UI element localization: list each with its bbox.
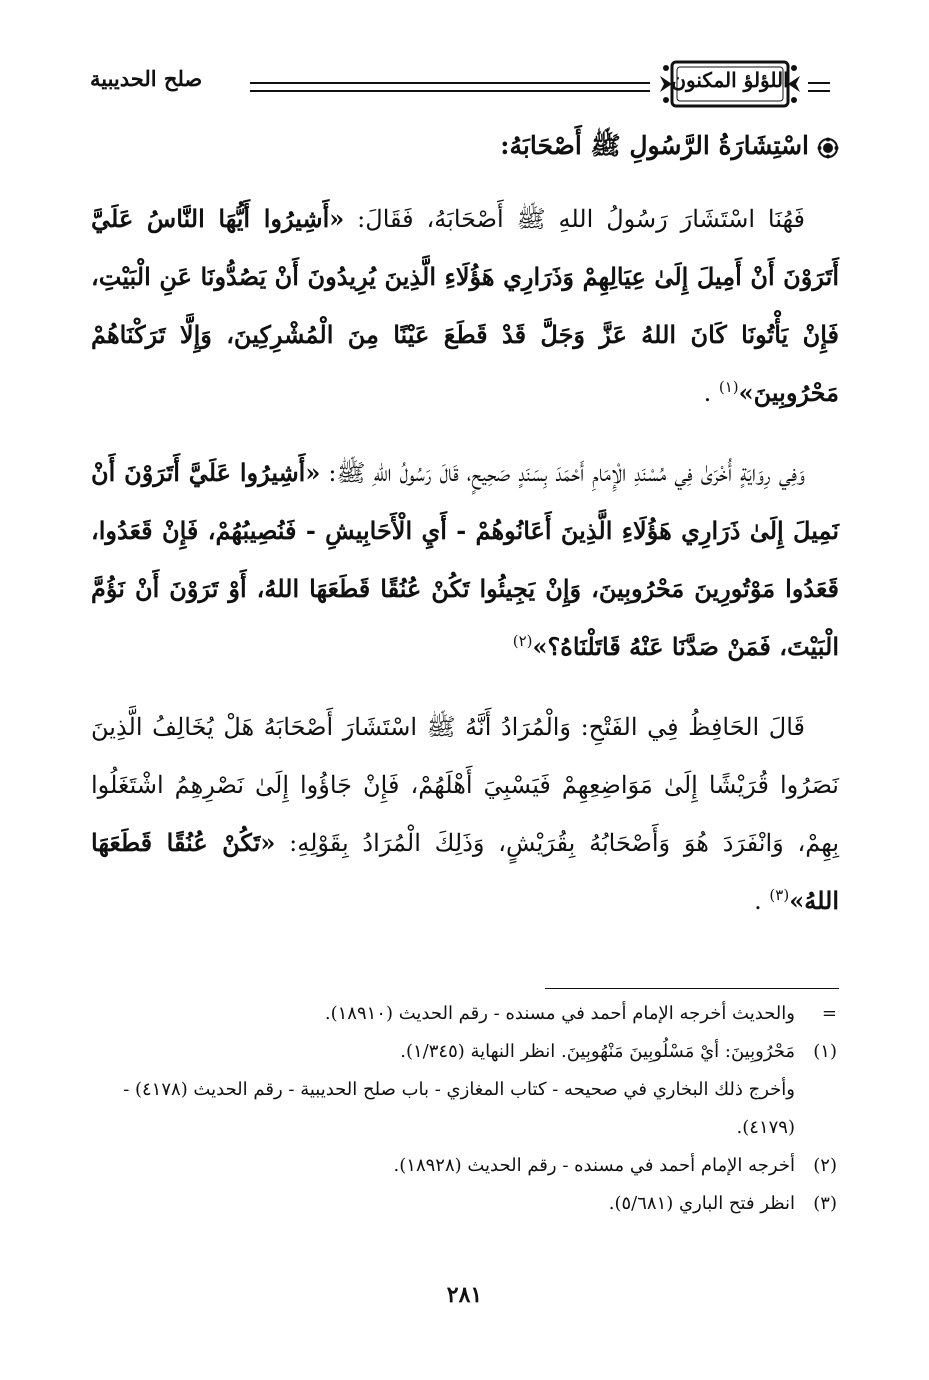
hadith-quote-1: «أَشِيرُوا أَيُّهَا النَّاسُ عَلَيَّ أَتَرَوْنَ أَنْ أَمِيلَ إِلَىٰ عِيَالِهِمْ وَذَرَارِي هَؤُلَاءِ الَّذِينَ يُرِيدُونَ أَنْ يَصُدُّونَا عَنِ الْبَيْتِ، فَإِنْ يَأْتُونَا كَانَ اللهُ عَزَّ وَجَلَّ قَدْ قَطَعَ عَيْنًا مِنَ الْمُشْرِكِينَ، وَإِلَّا تَرَكْنَاهُمْ مَحْرُوبِينَ» — [91, 204, 839, 407]
main-body-text — [91, 190, 839, 952]
footnote-ref-2: (٢) — [512, 632, 533, 650]
footnote-1-continuation: وأخرج ذلك البخاري في صحيحه - كتاب المغازي - باب صلح الحديبية - رقم الحديث (٤١٧٨) - (٤١٧٩). — [123, 1079, 795, 1138]
page-header — [90, 52, 830, 122]
paragraph-2 — [91, 444, 839, 676]
section-heading — [239, 130, 839, 167]
page-number: ٢٨١ — [446, 1282, 483, 1308]
footnote-continuation-marker: = — [821, 1003, 837, 1024]
header-rule-right — [808, 82, 830, 92]
footnote-separator — [545, 988, 839, 989]
footnote-2 — [91, 1147, 837, 1185]
footnotes-block — [91, 995, 837, 1223]
chapter-running-title: صلح الحديبية — [90, 66, 203, 91]
paragraph-1-intro: فَهُنَا اسْتَشَارَ رَسُولُ اللهِ ﷺ أَصْحَابَهُ، فَقَالَ: — [344, 205, 805, 233]
footnote-3 — [91, 1185, 837, 1223]
paragraph-3 — [91, 698, 839, 930]
paragraph-3-end: . — [754, 887, 770, 915]
paragraph-1-end: . — [703, 379, 719, 407]
footnote-ref-3: (٣) — [769, 886, 790, 904]
flower-ornament-icon — [817, 137, 839, 159]
header-rule-left — [250, 82, 650, 92]
footnote-3-text: انظر فتح الباري (٥/٦٨١). — [608, 1193, 795, 1214]
footnote-2-number: (٢) — [813, 1155, 837, 1176]
hadith-quote-3: «تَكُنْ عُنُقًا قَطَعَهَا اللهُ» — [91, 828, 839, 915]
book-title-cartouche — [658, 56, 802, 112]
footnote-continuation-text: والحديث أخرجه الإمام أحمد في مسنده - رقم الحديث (١٨٩١٠). — [324, 1003, 795, 1024]
footnote-ref-1: (١) — [718, 378, 739, 396]
footnote-2-text: أخرجه الإمام أحمد في مسنده - رقم الحديث (١٨٩٢٨). — [393, 1155, 795, 1176]
footnote-1-number: (١) — [813, 1041, 837, 1062]
footnote-continuation — [91, 995, 837, 1033]
book-title: اللؤلؤ المكنون — [671, 68, 789, 92]
footnote-1 — [91, 1033, 837, 1071]
paragraph-3-intro: قَالَ الحَافِظُ فِي الفَتْحِ: وَالْمُرَادُ أَنَّهُ ﷺ اسْتَشَارَ أَصْحَابَهُ هَلْ يُخَالِفُ الَّذِينَ نَصَرُوا قُرَيْشًا إِلَىٰ مَوَاضِعِهِمْ فَيَسْبِيَ أَهْلَهُمْ، فَإِنْ جَاؤُوا إِلَىٰ نَصْرِهِمُ اشْتَغَلُوا بِهِمْ، وَانْفَرَدَ هُوَ وَأَصْحَابُهُ بِقُرَيْشٍ، وَذَلِكَ الْمُرَادُ بِقَوْلِهِ: — [91, 713, 839, 857]
footnote-3-number: (٣) — [813, 1193, 837, 1214]
footnote-1-text: مَحْرُوبِينَ: أيْ مَسْلُوبِينَ مَنْهُوبِينَ. انظر النهاية (١/٣٤٥). — [400, 1041, 795, 1062]
section-heading-text: اسْتِشَارَةُ الرَّسُولِ ﷺ أَصْحَابَهُ: — [500, 131, 809, 160]
paragraph-2-intro: وَفِي رِوَايَةٍ أُخْرَىٰ فِي مُسْنَدِ الْإِمَامِ أَحْمَدَ بِسَنَدٍ صَحِيحٍ، قَالَ رَسُولُ اللهِ ﷺ: — [320, 459, 805, 487]
paragraph-1 — [91, 190, 839, 422]
hadith-quote-2: «أَشِيرُوا عَلَيَّ أَتَرَوْنَ أَنْ نَمِيلَ إِلَىٰ ذَرَارِي هَؤُلَاءِ الَّذِينَ أَعَانُوهُمْ - أَيِ الْأَحَابِيشِ - فَنُصِيبُهُمْ، فَإِنْ قَعَدُوا، قَعَدُوا مَوْتُورِينَ مَحْرُوبِينَ، وَإِنْ يَجِيئُوا تَكُنْ عُنُقًا قَطَعَهَا اللهُ، أَوْ تَرَوْنَ أَنْ نَؤُمَّ الْبَيْتَ، فَمَنْ صَدَّنَا عَنْهُ قَاتَلْنَاهُ؟» — [91, 458, 839, 661]
